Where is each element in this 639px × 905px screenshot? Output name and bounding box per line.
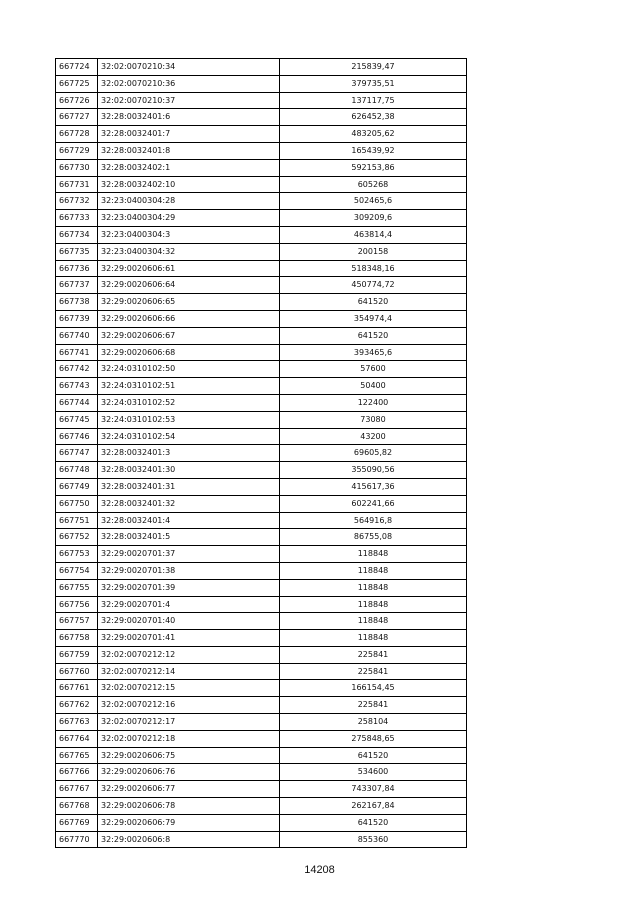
row-id-cell: 667735 [56, 243, 98, 260]
cadastral-value-cell: 450774,72 [280, 277, 467, 294]
table-row [56, 176, 467, 193]
cadastral-number-cell: 32:02:0070210:34 [98, 59, 280, 76]
row-id-cell: 667769 [56, 814, 98, 831]
row-id-cell: 667749 [56, 478, 98, 495]
row-id-cell: 667770 [56, 831, 98, 848]
row-id-cell: 667738 [56, 294, 98, 311]
row-id-cell: 667755 [56, 579, 98, 596]
row-id-cell: 667744 [56, 394, 98, 411]
table-row [56, 596, 467, 613]
cadastral-number-cell: 32:29:0020701:39 [98, 579, 280, 596]
row-id-cell: 667763 [56, 714, 98, 731]
cadastral-value-cell: 69605,82 [280, 445, 467, 462]
row-id-cell: 667751 [56, 512, 98, 529]
table-row [56, 495, 467, 512]
cadastral-number-cell: 32:28:0032401:4 [98, 512, 280, 529]
row-id-cell: 667724 [56, 59, 98, 76]
cadastral-number-cell: 32:24:0310102:54 [98, 428, 280, 445]
cadastral-number-cell: 32:29:0020606:68 [98, 344, 280, 361]
row-id-cell: 667736 [56, 260, 98, 277]
cadastral-value-cell: 225841 [280, 697, 467, 714]
cadastral-value-cell: 354974,4 [280, 310, 467, 327]
row-id-cell: 667768 [56, 798, 98, 815]
table-row [56, 310, 467, 327]
cadastral-value-cell: 483205,62 [280, 126, 467, 143]
table-row [56, 75, 467, 92]
table-row [56, 361, 467, 378]
page-number: 14208 [304, 864, 335, 876]
cadastral-value-cell: 118848 [280, 562, 467, 579]
cadastral-value-table [55, 58, 467, 848]
cadastral-value-cell: 275848,65 [280, 730, 467, 747]
cadastral-number-cell: 32:28:0032401:32 [98, 495, 280, 512]
row-id-cell: 667726 [56, 92, 98, 109]
row-id-cell: 667754 [56, 562, 98, 579]
cadastral-value-cell: 165439,92 [280, 142, 467, 159]
cadastral-value-cell: 225841 [280, 646, 467, 663]
cadastral-value-cell: 605268 [280, 176, 467, 193]
cadastral-number-cell: 32:02:0070212:12 [98, 646, 280, 663]
table-row [56, 630, 467, 647]
table-row [56, 764, 467, 781]
cadastral-number-cell: 32:23:0400304:3 [98, 226, 280, 243]
cadastral-number-cell: 32:28:0032401:31 [98, 478, 280, 495]
cadastral-number-cell: 32:29:0020701:40 [98, 613, 280, 630]
cadastral-number-cell: 32:29:0020606:76 [98, 764, 280, 781]
table-row [56, 344, 467, 361]
table-row [56, 142, 467, 159]
table-row [56, 126, 467, 143]
cadastral-number-cell: 32:02:0070212:15 [98, 680, 280, 697]
cadastral-number-cell: 32:29:0020606:75 [98, 747, 280, 764]
row-id-cell: 667737 [56, 277, 98, 294]
table-row [56, 411, 467, 428]
cadastral-value-cell: 262167,84 [280, 798, 467, 815]
cadastral-value-cell: 855360 [280, 831, 467, 848]
cadastral-number-cell: 32:02:0070212:14 [98, 663, 280, 680]
cadastral-number-cell: 32:29:0020606:78 [98, 798, 280, 815]
table-row [56, 730, 467, 747]
table-row [56, 478, 467, 495]
cadastral-value-cell: 137117,75 [280, 92, 467, 109]
cadastral-value-cell: 118848 [280, 579, 467, 596]
table-row [56, 428, 467, 445]
table-row [56, 445, 467, 462]
row-id-cell: 667729 [56, 142, 98, 159]
cadastral-number-cell: 32:29:0020606:61 [98, 260, 280, 277]
cadastral-number-cell: 32:02:0070210:36 [98, 75, 280, 92]
row-id-cell: 667753 [56, 546, 98, 563]
table-row [56, 546, 467, 563]
table-body [56, 59, 467, 848]
row-id-cell: 667748 [56, 462, 98, 479]
cadastral-value-cell: 118848 [280, 613, 467, 630]
row-id-cell: 667747 [56, 445, 98, 462]
cadastral-number-cell: 32:23:0400304:28 [98, 193, 280, 210]
row-id-cell: 667752 [56, 529, 98, 546]
cadastral-value-cell: 626452,38 [280, 109, 467, 126]
table-row [56, 243, 467, 260]
cadastral-value-cell: 258104 [280, 714, 467, 731]
cadastral-number-cell: 32:23:0400304:29 [98, 210, 280, 227]
cadastral-value-cell: 393465,6 [280, 344, 467, 361]
cadastral-value-cell: 225841 [280, 663, 467, 680]
table-row [56, 798, 467, 815]
cadastral-value-cell: 86755,08 [280, 529, 467, 546]
table-row [56, 781, 467, 798]
row-id-cell: 667750 [56, 495, 98, 512]
row-id-cell: 667762 [56, 697, 98, 714]
table-row [56, 697, 467, 714]
cadastral-value-cell: 43200 [280, 428, 467, 445]
row-id-cell: 667745 [56, 411, 98, 428]
table-row [56, 226, 467, 243]
cadastral-value-cell: 118848 [280, 630, 467, 647]
cadastral-value-cell: 118848 [280, 596, 467, 613]
cadastral-number-cell: 32:28:0032401:8 [98, 142, 280, 159]
row-id-cell: 667743 [56, 378, 98, 395]
row-id-cell: 667760 [56, 663, 98, 680]
cadastral-number-cell: 32:29:0020606:79 [98, 814, 280, 831]
cadastral-number-cell: 32:29:0020701:41 [98, 630, 280, 647]
table-row [56, 159, 467, 176]
cadastral-number-cell: 32:28:0032402:10 [98, 176, 280, 193]
table-row [56, 613, 467, 630]
cadastral-value-cell: 592153,86 [280, 159, 467, 176]
cadastral-value-cell: 463814,4 [280, 226, 467, 243]
table-row [56, 663, 467, 680]
cadastral-value-cell: 641520 [280, 294, 467, 311]
cadastral-value-cell: 379735,51 [280, 75, 467, 92]
table-row [56, 529, 467, 546]
cadastral-number-cell: 32:29:0020606:67 [98, 327, 280, 344]
cadastral-value-cell: 309209,6 [280, 210, 467, 227]
row-id-cell: 667761 [56, 680, 98, 697]
row-id-cell: 667734 [56, 226, 98, 243]
cadastral-number-cell: 32:24:0310102:53 [98, 411, 280, 428]
cadastral-number-cell: 32:29:0020701:4 [98, 596, 280, 613]
cadastral-number-cell: 32:29:0020606:66 [98, 310, 280, 327]
table-row [56, 831, 467, 848]
cadastral-value-cell: 57600 [280, 361, 467, 378]
table-row [56, 294, 467, 311]
row-id-cell: 667767 [56, 781, 98, 798]
table-row [56, 327, 467, 344]
cadastral-number-cell: 32:29:0020606:65 [98, 294, 280, 311]
table-row [56, 109, 467, 126]
cadastral-number-cell: 32:23:0400304:32 [98, 243, 280, 260]
cadastral-number-cell: 32:24:0310102:51 [98, 378, 280, 395]
row-id-cell: 667732 [56, 193, 98, 210]
cadastral-value-cell: 564916,8 [280, 512, 467, 529]
row-id-cell: 667731 [56, 176, 98, 193]
table-row [56, 378, 467, 395]
table-row [56, 193, 467, 210]
cadastral-value-cell: 50400 [280, 378, 467, 395]
cadastral-number-cell: 32:02:0070212:16 [98, 697, 280, 714]
cadastral-value-cell: 602241,66 [280, 495, 467, 512]
cadastral-number-cell: 32:29:0020606:8 [98, 831, 280, 848]
row-id-cell: 667727 [56, 109, 98, 126]
row-id-cell: 667766 [56, 764, 98, 781]
cadastral-value-cell: 534600 [280, 764, 467, 781]
cadastral-value-cell: 122400 [280, 394, 467, 411]
cadastral-value-cell: 518348,16 [280, 260, 467, 277]
cadastral-number-cell: 32:28:0032401:5 [98, 529, 280, 546]
cadastral-value-cell: 641520 [280, 327, 467, 344]
cadastral-number-cell: 32:28:0032401:3 [98, 445, 280, 462]
row-id-cell: 667765 [56, 747, 98, 764]
table-row [56, 92, 467, 109]
cadastral-number-cell: 32:02:0070212:18 [98, 730, 280, 747]
row-id-cell: 667757 [56, 613, 98, 630]
row-id-cell: 667730 [56, 159, 98, 176]
cadastral-number-cell: 32:28:0032401:6 [98, 109, 280, 126]
table-row [56, 579, 467, 596]
table-row [56, 260, 467, 277]
table-row [56, 680, 467, 697]
table-row [56, 747, 467, 764]
cadastral-number-cell: 32:24:0310102:52 [98, 394, 280, 411]
table-row [56, 512, 467, 529]
row-id-cell: 667740 [56, 327, 98, 344]
row-id-cell: 667758 [56, 630, 98, 647]
table-row [56, 59, 467, 76]
row-id-cell: 667739 [56, 310, 98, 327]
row-id-cell: 667741 [56, 344, 98, 361]
cadastral-value-cell: 743307,84 [280, 781, 467, 798]
cadastral-value-cell: 355090,56 [280, 462, 467, 479]
table-row [56, 814, 467, 831]
cadastral-value-cell: 641520 [280, 814, 467, 831]
cadastral-number-cell: 32:02:0070212:17 [98, 714, 280, 731]
table-row [56, 210, 467, 227]
cadastral-value-cell: 73080 [280, 411, 467, 428]
table-row [56, 462, 467, 479]
cadastral-number-cell: 32:28:0032401:30 [98, 462, 280, 479]
row-id-cell: 667725 [56, 75, 98, 92]
cadastral-number-cell: 32:29:0020701:37 [98, 546, 280, 563]
row-id-cell: 667733 [56, 210, 98, 227]
table-row [56, 646, 467, 663]
cadastral-number-cell: 32:29:0020606:64 [98, 277, 280, 294]
table-row [56, 277, 467, 294]
row-id-cell: 667742 [56, 361, 98, 378]
cadastral-number-cell: 32:28:0032402:1 [98, 159, 280, 176]
table-row [56, 394, 467, 411]
cadastral-value-cell: 502465,6 [280, 193, 467, 210]
cadastral-number-cell: 32:28:0032401:7 [98, 126, 280, 143]
row-id-cell: 667728 [56, 126, 98, 143]
row-id-cell: 667746 [56, 428, 98, 445]
cadastral-value-cell: 166154,45 [280, 680, 467, 697]
row-id-cell: 667759 [56, 646, 98, 663]
cadastral-value-cell: 215839,47 [280, 59, 467, 76]
table-row [56, 562, 467, 579]
cadastral-value-cell: 415617,36 [280, 478, 467, 495]
cadastral-value-cell: 641520 [280, 747, 467, 764]
cadastral-number-cell: 32:29:0020606:77 [98, 781, 280, 798]
cadastral-number-cell: 32:02:0070210:37 [98, 92, 280, 109]
cadastral-value-cell: 118848 [280, 546, 467, 563]
cadastral-number-cell: 32:24:0310102:50 [98, 361, 280, 378]
cadastral-value-cell: 200158 [280, 243, 467, 260]
row-id-cell: 667764 [56, 730, 98, 747]
cadastral-number-cell: 32:29:0020701:38 [98, 562, 280, 579]
row-id-cell: 667756 [56, 596, 98, 613]
table-row [56, 714, 467, 731]
